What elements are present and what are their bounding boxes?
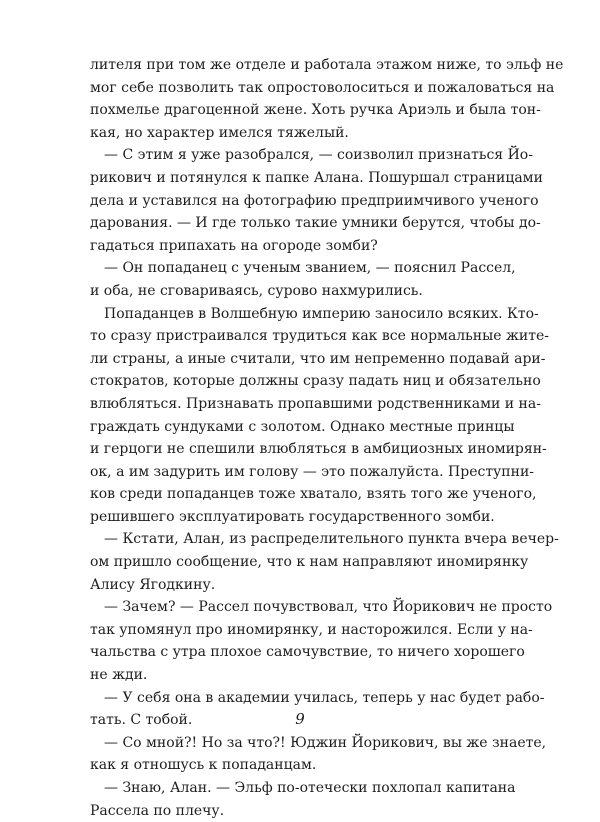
text-line: Рассела по плечу.	[90, 802, 225, 819]
text-line: Попаданцев в Волшебную империю заносило всяких. Кто-	[104, 305, 539, 322]
text-line: ли страны, а иные считали, что им непременно подавай ари-	[90, 350, 546, 367]
text-line: — Он попаданец с ученым званием, — пояснил Рассел,	[104, 260, 516, 277]
text-line: — Кстати, Алан, из распределительного пункта вчера вечер-	[104, 531, 559, 548]
text-line: то сразу пристраивался трудиться как все нормальные жите-	[90, 328, 549, 345]
text-line: и оба, не сговариваясь, сурово нахмурились.	[90, 282, 423, 299]
text-line: рикович и потянулся к папке Алана. Пошуршал страницами	[90, 169, 543, 186]
text-line: ок, а им задурить им голову — это пожалуйста. Преступни-	[90, 463, 535, 480]
text-line: не жди.	[90, 667, 148, 684]
text-line: чальства с утра плохое самочувствие, то ничего хорошего	[90, 644, 525, 661]
text-line: Алису Ягодкину.	[90, 576, 216, 593]
text-line: как я отношусь к попаданцам.	[90, 757, 317, 774]
text-line: и герцоги не спешили влюбляться в амбициозных иномирян-	[90, 441, 547, 458]
text-line: мог себе позволить так опростоволоситься и пожаловаться на	[90, 79, 555, 96]
text-line: ом пришло сообщение, что к нам направляют иномирянку	[90, 554, 529, 571]
text-line: дарования. — И где только такие умники берутся, чтобы до-	[90, 215, 541, 232]
text-line: ков среди попаданцев тоже хватало, взять того же ученого,	[90, 486, 537, 503]
text-line: лителя при том же отделе и работала этажом ниже, то эльф не	[90, 57, 564, 73]
text-line: влюбляться. Признавать пропавшими родственниками и на-	[90, 395, 541, 412]
text-line: так упомянул про иномирянку, и насторожился. Если у на-	[90, 621, 533, 638]
text-line: похмелье драгоценной жене. Хоть ручка Ариэль и была тон-	[90, 102, 541, 119]
text-line: стократов, которые должны сразу падать ниц и обязательно	[90, 373, 541, 390]
page-number: 9	[295, 710, 305, 728]
text-line: — Зачем? — Рассел почувствовал, что Йорикович не просто	[104, 599, 553, 616]
body-text	[90, 54, 564, 822]
text-line: тать. С тобой.	[90, 712, 193, 729]
text-line: кая, но характер имелся тяжелый.	[90, 124, 349, 141]
text-line: — У себя она в академии училась, теперь у нас будет рабо-	[104, 689, 545, 706]
text-line: граждать сундуками с золотом. Однако местные принцы	[90, 418, 515, 435]
text-line: — Со мной?! Но за что?! Юджин Йорикович, вы же знаете,	[104, 734, 547, 751]
text-line: гадаться припахать на огороде зомби?	[90, 237, 378, 254]
text-line: — С этим я уже разобрался, — соизволил признаться Йо-	[104, 147, 533, 164]
text-line: решившего эксплуатировать государственного зомби.	[90, 508, 495, 525]
text-line: дела и уставился на фотографию предприимчивого ученого	[90, 192, 539, 209]
text-line: — Знаю, Алан. — Эльф по-отечески похлопал капитана	[104, 780, 516, 796]
